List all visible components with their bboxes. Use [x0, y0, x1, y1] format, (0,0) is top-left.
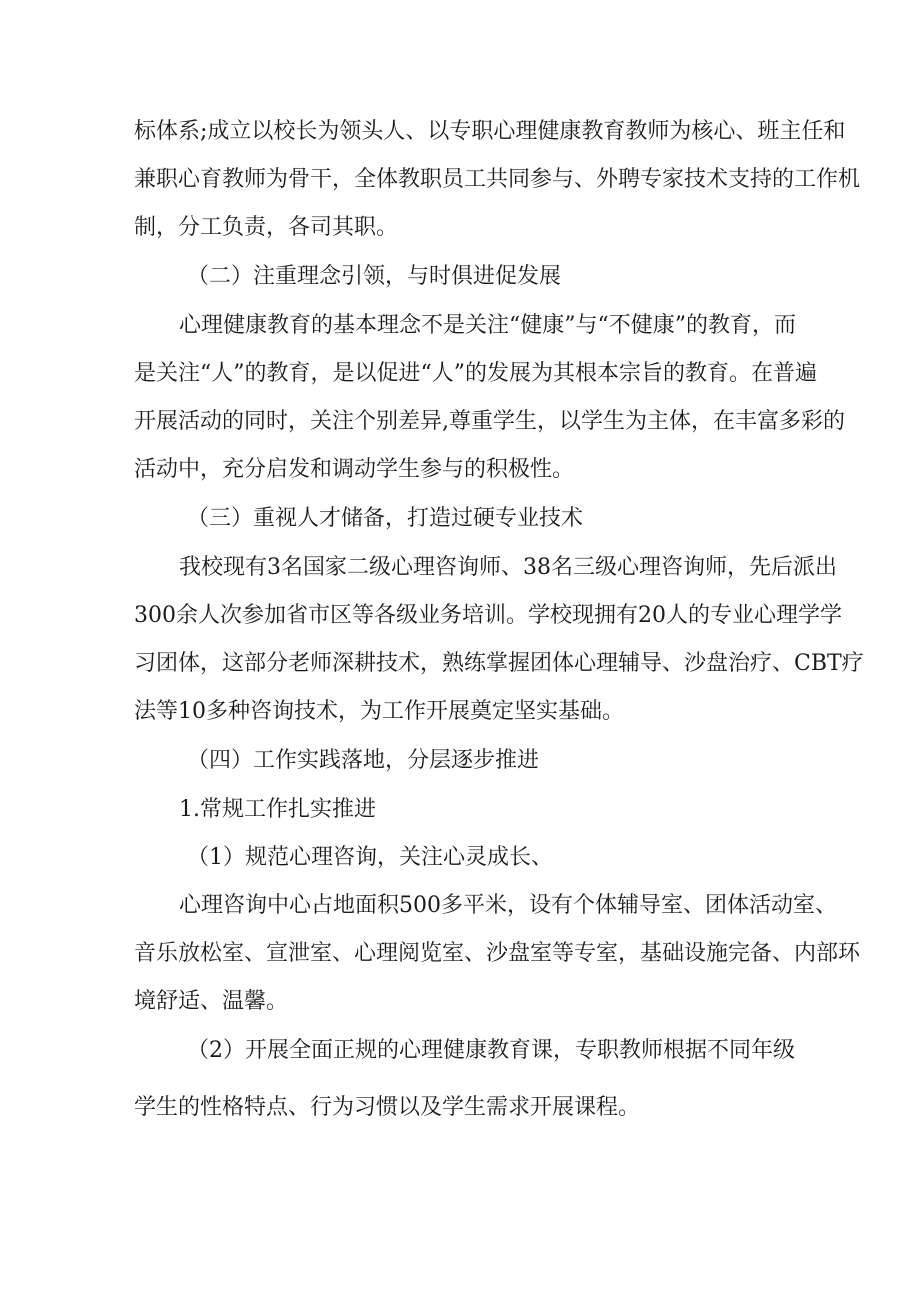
paragraph-line: 活动中，充分启发和调动学生参与的积极性。 [134, 457, 575, 482]
item-heading: （1）规范心理咨询，关注心灵成长、 [187, 845, 553, 870]
paragraph-line: 心理健康教育的基本理念不是关注“健康”与“不健康”的教育，而 [179, 313, 796, 338]
paragraph-line: 制，分工负责，各司其职。 [134, 215, 399, 240]
paragraph-line: 开展活动的同时，关注个别差异,尊重学生，以学生为主体，在丰富多彩的 [134, 409, 845, 434]
section-heading: （三）重视人才储备，打造过硬专业技术 [187, 506, 584, 531]
paragraph-line: 是关注“人”的教育，是以促进“人”的发展为其根本宗旨的教育。在普遍 [134, 361, 817, 386]
item-heading: （2）开展全面正规的心理健康教育课，专职教师根据不同年级 [187, 1038, 795, 1063]
paragraph-line: 境舒适、温馨。 [134, 989, 289, 1014]
paragraph-line: 兼职心育教师为骨干，全体教职员工共同参与、外聘专家技术支持的工作机 [134, 167, 861, 192]
paragraph-line: 习团体，这部分老师深耕技术，熟练掌握团体心理辅导、沙盘治疗、CBT疗 [134, 651, 864, 676]
subsection-heading: 1.常规工作扎实推进 [179, 797, 376, 822]
paragraph-line: 300余人次参加省市区等各级业务培训。学校现拥有20人的专业心理学学 [134, 603, 842, 628]
section-heading: （二）注重理念引领，与时俱进促发展 [187, 264, 562, 289]
paragraph-line: 学生的性格特点、行为习惯以及学生需求开展课程。 [134, 1095, 641, 1120]
paragraph-line: 我校现有3名国家二级心理咨询师、38名三级心理咨询师，先后派出 [179, 555, 837, 580]
section-heading: （四）工作实践落地，分层逐步推进 [187, 748, 540, 773]
paragraph-line: 心理咨询中心占地面积500多平米，设有个体辅导室、团体活动室、 [179, 893, 837, 918]
paragraph-line: 标体系;成立以校长为领头人、以专职心理健康教育教师为核心、班主任和 [134, 119, 846, 144]
paragraph-line: 音乐放松室、宣泄室、心理阅览室、沙盘室等专室，基础设施完备、内部环 [134, 941, 861, 966]
paragraph-line: 法等10多种咨询技术，为工作开展奠定坚实基础。 [134, 699, 624, 724]
